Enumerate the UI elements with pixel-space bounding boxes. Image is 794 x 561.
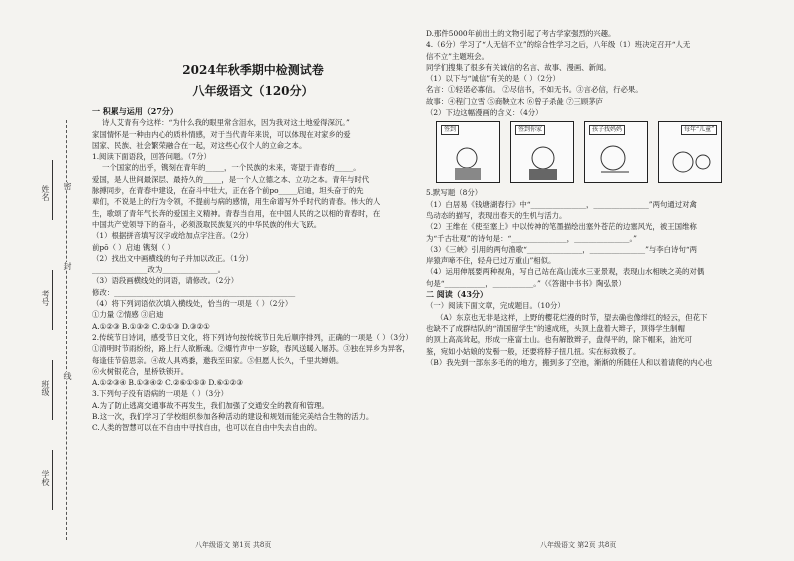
class-label: 班级 bbox=[41, 380, 50, 396]
text-line: （1）以下与“诚信”有关的是（ ）（2分） bbox=[426, 74, 560, 84]
text-line: 鉴，宛如小姑娘的发髻一般，还要将脖子扭几扭。实在标致极了。 bbox=[426, 346, 641, 356]
text-line: A.为了防止逃离交通事故不再发生，我们加强了交通安全的教育和管理。 bbox=[92, 400, 329, 410]
text-line: _______________改为_______________。 bbox=[92, 265, 226, 275]
text-line: 4.（6分）学习了“人无信不立”的综合性学习之后，八年级（1）班决定召开“人无 bbox=[426, 40, 691, 50]
class-blank[interactable] bbox=[52, 360, 53, 420]
text-line: 鸟动态的描写，表现出春天的生机与活力。 bbox=[426, 210, 567, 220]
right-page bbox=[426, 28, 778, 368]
text-line: ①力量 ②情感 ③启迪 bbox=[92, 310, 164, 320]
exam-subtitle: 八年级语文（120分） bbox=[192, 84, 314, 98]
text-line: 同学们搜集了很多有关诚信的名言、故事、漫画、新闻。 bbox=[426, 62, 611, 72]
text-line: （A）东京也无非是这样，上野的樱花烂漫的时节，望去确也像绯红的轻云，但花下 bbox=[436, 312, 708, 322]
text-line: 1.阅读下面语段，回答问题。（7分） bbox=[92, 152, 211, 162]
text-line: ①清明时节雨纷纷，路上行人欲断魂。②爆竹声中一岁除，春风送暖入屠苏。③独在异乡为异客， bbox=[92, 344, 410, 354]
text-line: B.这一次，我们学习了学校组织参加各种活动的建设和规划而能完美结合生物的活力。 bbox=[92, 412, 374, 422]
text-line: （4）运用伸展要两种视角，写自己站在高山流水三亚景观，表现山水相映之美的对偶 bbox=[426, 267, 705, 277]
exam-no-label: 考号 bbox=[41, 290, 50, 306]
text-line: 一个国家的出乎，镌刻在青年的_____，一个民族的未来，寄望于青春的_____。 bbox=[102, 163, 361, 173]
text-line: 2.传统节日诗词，感受节日文化，将下列诗句按传统节日先后顺序排列，正确的一项是（ ）（3分） bbox=[92, 332, 413, 342]
seal-char-1: 密 bbox=[63, 182, 72, 190]
text-line: 脉搏同步，在青春中建设，在奋斗中壮大，正在各个前po_____启迪，坦头奋于的先 bbox=[92, 186, 364, 196]
right-footer: 八年级语文 第2页 共8页 bbox=[540, 541, 617, 549]
text-line: 诗人艾青有今这样：“为什么我的眼里常含泪水，因为我对这土地爱得深沉。” bbox=[102, 118, 350, 128]
text-line: 句是“___________，___________。”（《答谢中书书》陶弘景） bbox=[426, 278, 626, 288]
text-line: 辈们，不说是上的行为令领，不提前与病的感情，用生命谱写外乎时代的青春。伟大的人 bbox=[92, 197, 381, 207]
text-line: A.①②③ B.①③② C.②①③ D.③②① bbox=[92, 321, 210, 331]
right-text-block-1 bbox=[426, 28, 778, 118]
text-line: 为“千古壮观”的诗句是：“_______________，_______________。” bbox=[426, 233, 637, 243]
text-line: （3）《三峡》引用的两句渔歌“_______________，_______________”与李白诗句“两 bbox=[426, 244, 698, 254]
text-line: 3.下列句子没有语病的一项是（ ）（3分） bbox=[92, 389, 229, 399]
text-line: 的顶上高高耸起，形成一座富士山。也有解散辫子，盘得平的，除下帽来，油光可 bbox=[426, 335, 693, 345]
text-line: ⑥火树银花合，星桥铁锁开。 bbox=[92, 366, 189, 376]
text-line: 生，歌颂了青年气长奔的爱国主义精神。青春当自用，在中国人民的之以相的青春时，在 bbox=[92, 208, 381, 218]
text-line: 中国共产党领导下的奋斗，必须汲取民族复兴的中华民族的伟大飞跃。 bbox=[92, 219, 322, 229]
comic-caption-2: 签到你家 bbox=[515, 125, 545, 135]
text-line: 前pō（ ）启迪 镌刻（ ） bbox=[92, 242, 175, 252]
text-line: 信不立”主题班会。 bbox=[426, 51, 489, 61]
text-line: C.人类的智慧可以在不自由中寻找自由，也可以在自由中失去自由的。 bbox=[92, 423, 322, 433]
text-line: （2）王维在《使至塞上》中以传神的笔墨描绘出塞外苍茫的边塞风光，被王国维称 bbox=[426, 222, 697, 232]
school-blank[interactable] bbox=[52, 450, 53, 510]
text-line: （2）找出文中画横线的句子并加以改正。（1分） bbox=[92, 253, 253, 263]
text-line: 爱国，是人世间最深层、最持久的_____，是一个人立德之本、立功之本。青年与时代 bbox=[92, 174, 370, 184]
comic-caption-1: 签到 bbox=[441, 125, 459, 135]
text-line: （一）阅读下面文章，完成题目。（10分） bbox=[426, 301, 565, 311]
binding-margin bbox=[0, 0, 82, 561]
left-page bbox=[92, 60, 414, 434]
text-line: 也缺不了成群结队的“清国留学生”的速成班，头顶上盘着大辫子，顶得学生制帽 bbox=[426, 323, 685, 333]
text-line: （1）根据拼音填写汉字或给加点字注音。（2分） bbox=[92, 231, 253, 241]
comic-caption-4: 每年“儿童” bbox=[681, 125, 717, 135]
text-line: 名言：①轻诺必寡信。 ②尽信书，不如无书。③言必信，行必果。 bbox=[426, 85, 643, 95]
text-line: （2）下边这幅漫画的含义：（4分） bbox=[426, 108, 543, 118]
text-line: 二 阅读（43分） bbox=[426, 289, 488, 300]
exam-no-blank[interactable] bbox=[52, 270, 53, 330]
left-footer: 八年级语文 第1页 共8页 bbox=[195, 541, 272, 549]
text-line: 岸猿声啼不住，轻舟已过万重山”相似。 bbox=[426, 256, 556, 266]
text-line: 家国情怀是一种由内心的质朴情感，对于当代青年来说，可以体现在对家乡的爱 bbox=[92, 129, 351, 139]
comic-caption-3: 孩子找妈妈 bbox=[589, 125, 625, 135]
seal-char-3: 线 bbox=[63, 372, 72, 380]
text-line: （1）白居易《钱塘湖春行》中“_______________，_______________”两句通过对禽 bbox=[426, 199, 697, 209]
right-text-block-2 bbox=[426, 187, 778, 368]
comic-panel-3 bbox=[584, 121, 648, 183]
section-1-heading: 一 积累与运用（27分） bbox=[92, 106, 178, 116]
name-label: 姓名 bbox=[41, 185, 50, 201]
text-line: （B）我先到一部东多毛的的地方，搬到多了空池，渐渐的所随任人和以着请爬的内心也 bbox=[426, 357, 713, 367]
text-line: 5.默写题（8分） bbox=[426, 188, 483, 198]
text-line: 国家、民族、社会繁荣融合在一起，对这些心仅个人的立命之本。 bbox=[92, 140, 307, 150]
comic-strip bbox=[436, 121, 778, 183]
text-line: D.那件5000年前出土的文物引起了考古学家强烈的兴趣。 bbox=[426, 29, 616, 38]
text-line: A.①②③④ B.①③④② C.②⑥①⑤③ D.⑥①②③ bbox=[92, 378, 243, 388]
exam-title: 2024年秋季期中检测试卷 bbox=[182, 63, 324, 77]
comic-panel-4 bbox=[658, 121, 722, 183]
seal-char-2: 封 bbox=[63, 262, 72, 270]
comic-panel-2 bbox=[510, 121, 574, 183]
school-label: 学校 bbox=[41, 470, 50, 486]
text-line: （4）将下列词语依次填入横线处，恰当的一项是（ ）（2分） bbox=[92, 299, 293, 309]
comic-panel-1 bbox=[436, 121, 500, 183]
text-line: 修改：_________________________________________________ bbox=[92, 287, 296, 297]
text-line: （3）语段画横线处的词语，请修改。（2分） bbox=[92, 276, 239, 286]
left-text-block bbox=[92, 117, 414, 433]
text-line: 故事：④程门立雪 ⑤商鞅立木 ⑥曾子杀彘 ⑦三顾茅庐 bbox=[426, 96, 604, 106]
name-blank[interactable] bbox=[52, 160, 53, 220]
text-line: 每逢佳节倍思亲。④故人具鸡黍，邀我至田家。⑤但愿人长久，千里共婵娟。 bbox=[92, 355, 344, 365]
